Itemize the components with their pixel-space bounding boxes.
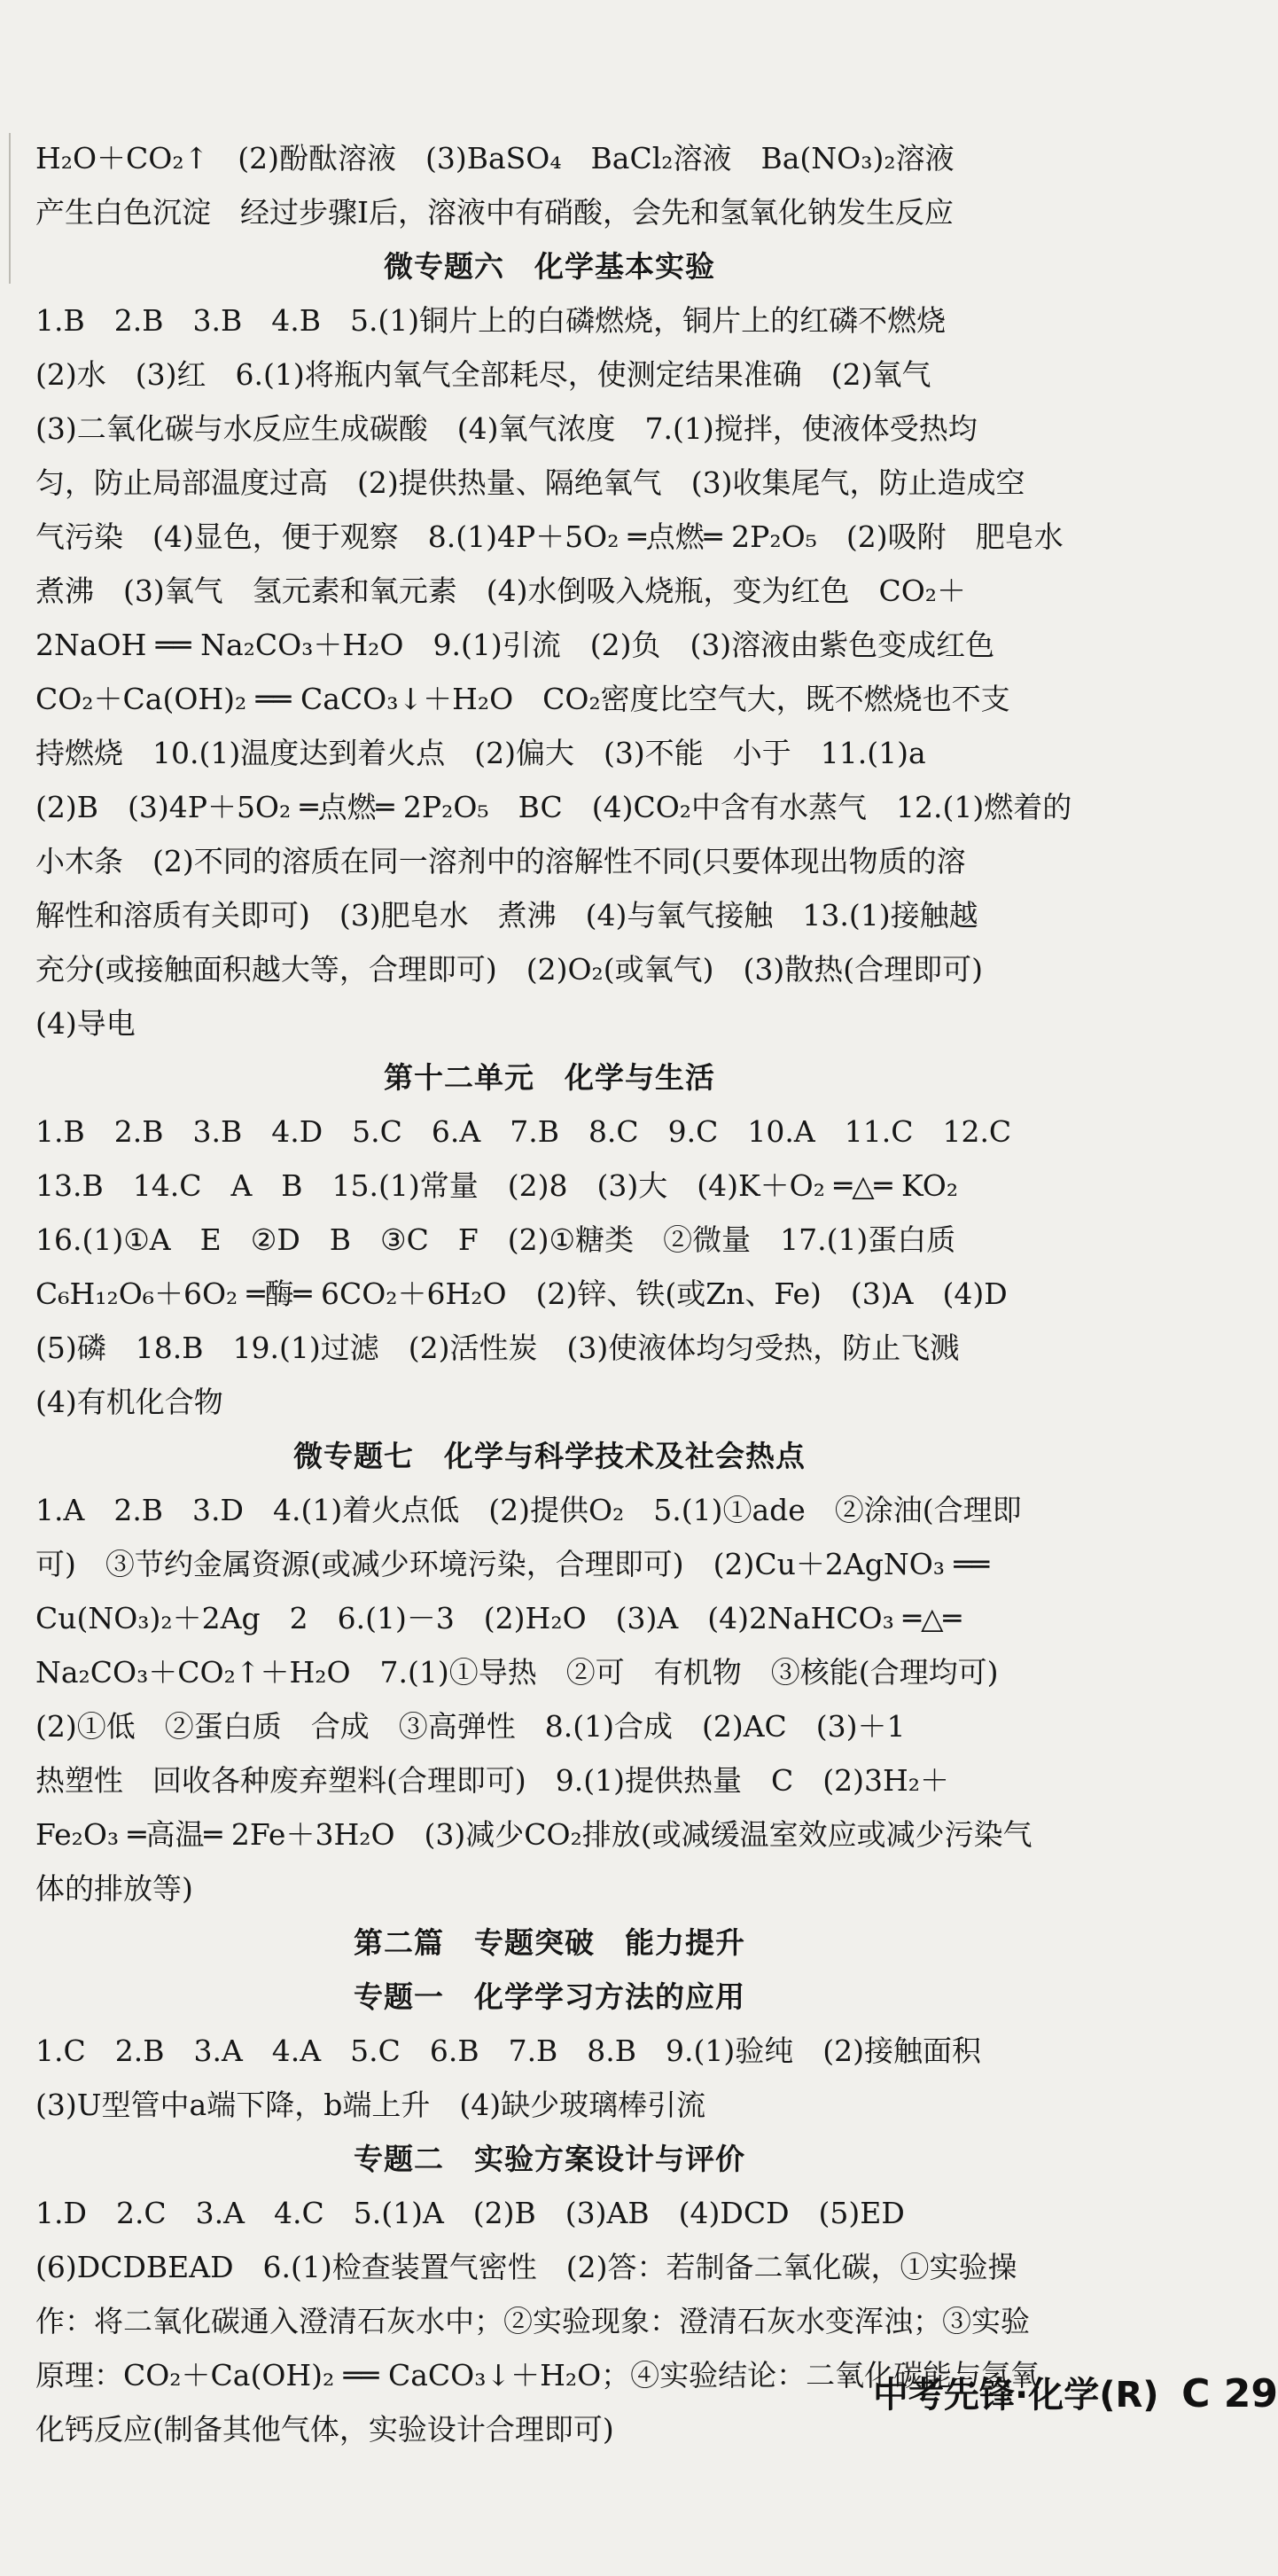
- answer-line: CO₂＋Ca(OH)₂ ══ CaCO₃↓＋H₂O CO₂密度比空气大，既不燃烧也不支: [35, 682, 1010, 716]
- answer-line: 可) ③节约金属资源(或减少环境污染，合理即可) (2)Cu＋2AgNO₃ ══: [35, 1547, 990, 1581]
- answer-line: 气污染 (4)显色，便于观察 8.(1)4P＋5O₂ ═点燃═ 2P₂O₅ (2)吸附 肥皂水: [35, 519, 1064, 554]
- section-heading: 专题一 化学学习方法的应用: [354, 1979, 745, 2014]
- answer-line: 持燃烧 10.(1)温度达到着火点 (2)偏大 (3)不能 小于 11.(1)a: [35, 736, 926, 770]
- answer-line: 13.B 14.C A B 15.(1)常量 (2)8 (3)大 (4)K＋O₂ ═△═ KO₂: [35, 1168, 959, 1203]
- answer-line: C₆H₁₂O₆＋6O₂ ═酶═ 6CO₂＋6H₂O (2)锌、铁(或Zn、Fe) (3)A (4)D: [35, 1276, 1008, 1311]
- answer-line: 作：将二氧化碳通入澄清石灰水中；②实验现象：澄清石灰水变浑浊；③实验: [35, 2304, 1030, 2338]
- page-footer: [873, 2367, 1278, 2417]
- answer-line: 充分(或接触面积越大等，合理即可) (2)O₂(或氧气) (3)散热(合理即可): [35, 952, 984, 987]
- answer-line: (2)水 (3)红 6.(1)将瓶内氧气全部耗尽，使测定结果准确 (2)氧气: [35, 357, 931, 392]
- answer-line: (5)磷 18.B 19.(1)过滤 (2)活性炭 (3)使液体均匀受热，防止飞溅: [35, 1331, 960, 1365]
- answer-line: 解性和溶质有关即可) (3)肥皂水 煮沸 (4)与氧气接触 13.(1)接触越: [35, 898, 978, 933]
- answer-line: 小木条 (2)不同的溶质在同一溶剂中的溶解性不同(只要体现出物质的溶: [35, 844, 966, 878]
- section-heading: 第十二单元 化学与生活: [384, 1060, 715, 1095]
- answer-line: 1.A 2.B 3.D 4.(1)着火点低 (2)提供O₂ 5.(1)①ade ②涂油(合理即: [35, 1493, 1022, 1527]
- answer-line: (3)U型管中a端下降，b端上升 (4)缺少玻璃棒引流: [35, 2088, 706, 2122]
- answer-line: 热塑性 回收各种废弃塑料(合理即可) 9.(1)提供热量 C (2)3H₂＋: [35, 1763, 949, 1798]
- answer-line: 2NaOH ══ Na₂CO₃＋H₂O 9.(1)引流 (2)负 (3)溶液由紫色变成红色: [35, 628, 995, 662]
- answer-line: 1.B 2.B 3.B 4.B 5.(1)铜片上的白磷燃烧，铜片上的红磷不燃烧: [35, 303, 947, 338]
- answer-key-page: [35, 131, 1072, 2456]
- footer-page-code: C 29: [1181, 2371, 1278, 2416]
- answer-line: Na₂CO₃＋CO₂↑＋H₂O 7.(1)①导热 ②可 有机物 ③核能(合理均可): [35, 1655, 999, 1690]
- answer-line: 原理：CO₂＋Ca(OH)₂ ══ CaCO₃↓＋H₂O；④实验结论：二氧化碳能与氢氧: [35, 2358, 1040, 2393]
- answer-line: Fe₂O₃ ═高温═ 2Fe＋3H₂O (3)减少CO₂排放(或减缓温室效应或减少污染气: [35, 1817, 1033, 1852]
- answer-line: Cu(NO₃)₂＋2Ag 2 6.(1)－3 (2)H₂O (3)A (4)2NaHCO₃ ═△═: [35, 1601, 962, 1635]
- answer-line: 体的排放等): [35, 1871, 193, 1906]
- answer-line: 煮沸 (3)氧气 氢元素和氧元素 (4)水倒吸入烧瓶，变为红色 CO₂＋: [35, 574, 967, 608]
- answer-line: (2)①低 ②蛋白质 合成 ③高弹性 8.(1)合成 (2)AC (3)＋1: [35, 1709, 906, 1744]
- answer-line: (4)有机化合物: [35, 1385, 223, 1419]
- answer-line: (3)二氧化碳与水反应生成碳酸 (4)氧气浓度 7.(1)搅拌，使液体受热均: [35, 411, 978, 446]
- answer-line: 1.C 2.B 3.A 4.A 5.C 6.B 7.B 8.B 9.(1)验纯 (2)接触面积: [35, 2033, 982, 2068]
- section-heading: 微专题七 化学与科学技术及社会热点: [293, 1439, 806, 1473]
- answer-line: (2)B (3)4P＋5O₂ ═点燃═ 2P₂O₅ BC (4)CO₂中含有水蒸气 12.(1)燃着的: [35, 790, 1072, 824]
- left-edge-mark: [9, 133, 11, 284]
- section-heading: 专题二 实验方案设计与评价: [354, 2142, 745, 2176]
- answer-line: 产生白色沉淀 经过步骤Ⅰ后，溶液中有硝酸，会先和氢氧化钠发生反应: [35, 195, 955, 230]
- answer-line: 化钙反应(制备其他气体，实验设计合理即可): [35, 2412, 614, 2447]
- answer-line: (4)导电: [35, 1006, 136, 1041]
- answer-line: 1.D 2.C 3.A 4.C 5.(1)A (2)B (3)AB (4)DCD (5)ED: [35, 2196, 905, 2230]
- footer-brand: 中考先锋·化学(R): [873, 2375, 1159, 2416]
- section-heading: 第二篇 专题突破 能力提升: [354, 1925, 745, 1960]
- answer-line: 16.(1)①A E ②D B ③C F (2)①糖类 ②微量 17.(1)蛋白质: [35, 1222, 956, 1257]
- section-heading: 微专题六 化学基本实验: [384, 249, 715, 284]
- answer-line: 匀，防止局部温度过高 (2)提供热量、隔绝氧气 (3)收集尾气，防止造成空: [35, 465, 1025, 500]
- answer-line: H₂O＋CO₂↑ (2)酚酞溶液 (3)BaSO₄ BaCl₂溶液 Ba(NO₃)₂溶液: [35, 141, 955, 176]
- answer-line: 1.B 2.B 3.B 4.D 5.C 6.A 7.B 8.C 9.C 10.A 11.C 12.C: [35, 1114, 1012, 1149]
- answer-line: (6)DCDBEAD 6.(1)检查装置气密性 (2)答：若制备二氧化碳，①实验操: [35, 2250, 1017, 2284]
